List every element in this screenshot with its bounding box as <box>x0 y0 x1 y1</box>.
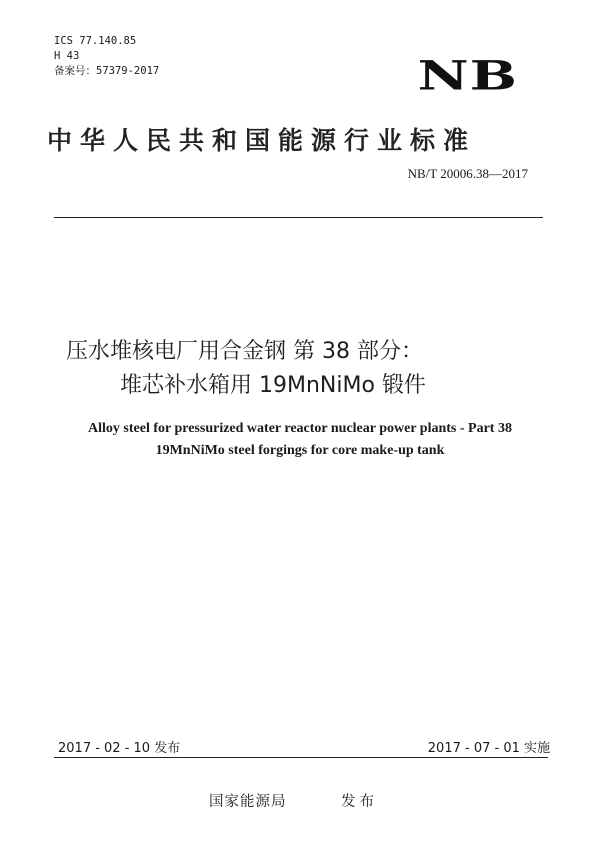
implement-date: 2017 - 07 - 01 实施 <box>427 741 550 756</box>
issue-word: 发布 <box>341 794 378 810</box>
issuer-name: 国家能源局 <box>209 794 287 810</box>
standard-number: NB/T 20006.38—2017 <box>407 166 528 181</box>
title-en-line1: Alloy steel for pressurized water reactor nuclear power plants - Part 38 <box>88 421 512 436</box>
org-title: 中华人民共和国能源行业标准 <box>47 126 477 155</box>
title-cn-line1: 压水堆核电厂用合金钢 第 38 部分： <box>66 339 423 364</box>
title-en-line2: 19MnNiMo steel forgings for core make-up tank <box>155 443 445 458</box>
issue-date: 2017 - 02 - 10 发布 <box>58 741 181 756</box>
footer-rule <box>54 757 548 758</box>
header-rule <box>54 217 543 218</box>
title-cn-line2: 堆芯补水箱用 19MnNiMo 锻件 <box>120 373 426 398</box>
ics-code: ICS 77.140.85 <box>54 35 137 47</box>
nb-logo: NB <box>417 52 518 100</box>
ccs-code: H 43 <box>54 50 80 62</box>
record-number: 备案号：57379-2017 <box>54 65 160 77</box>
